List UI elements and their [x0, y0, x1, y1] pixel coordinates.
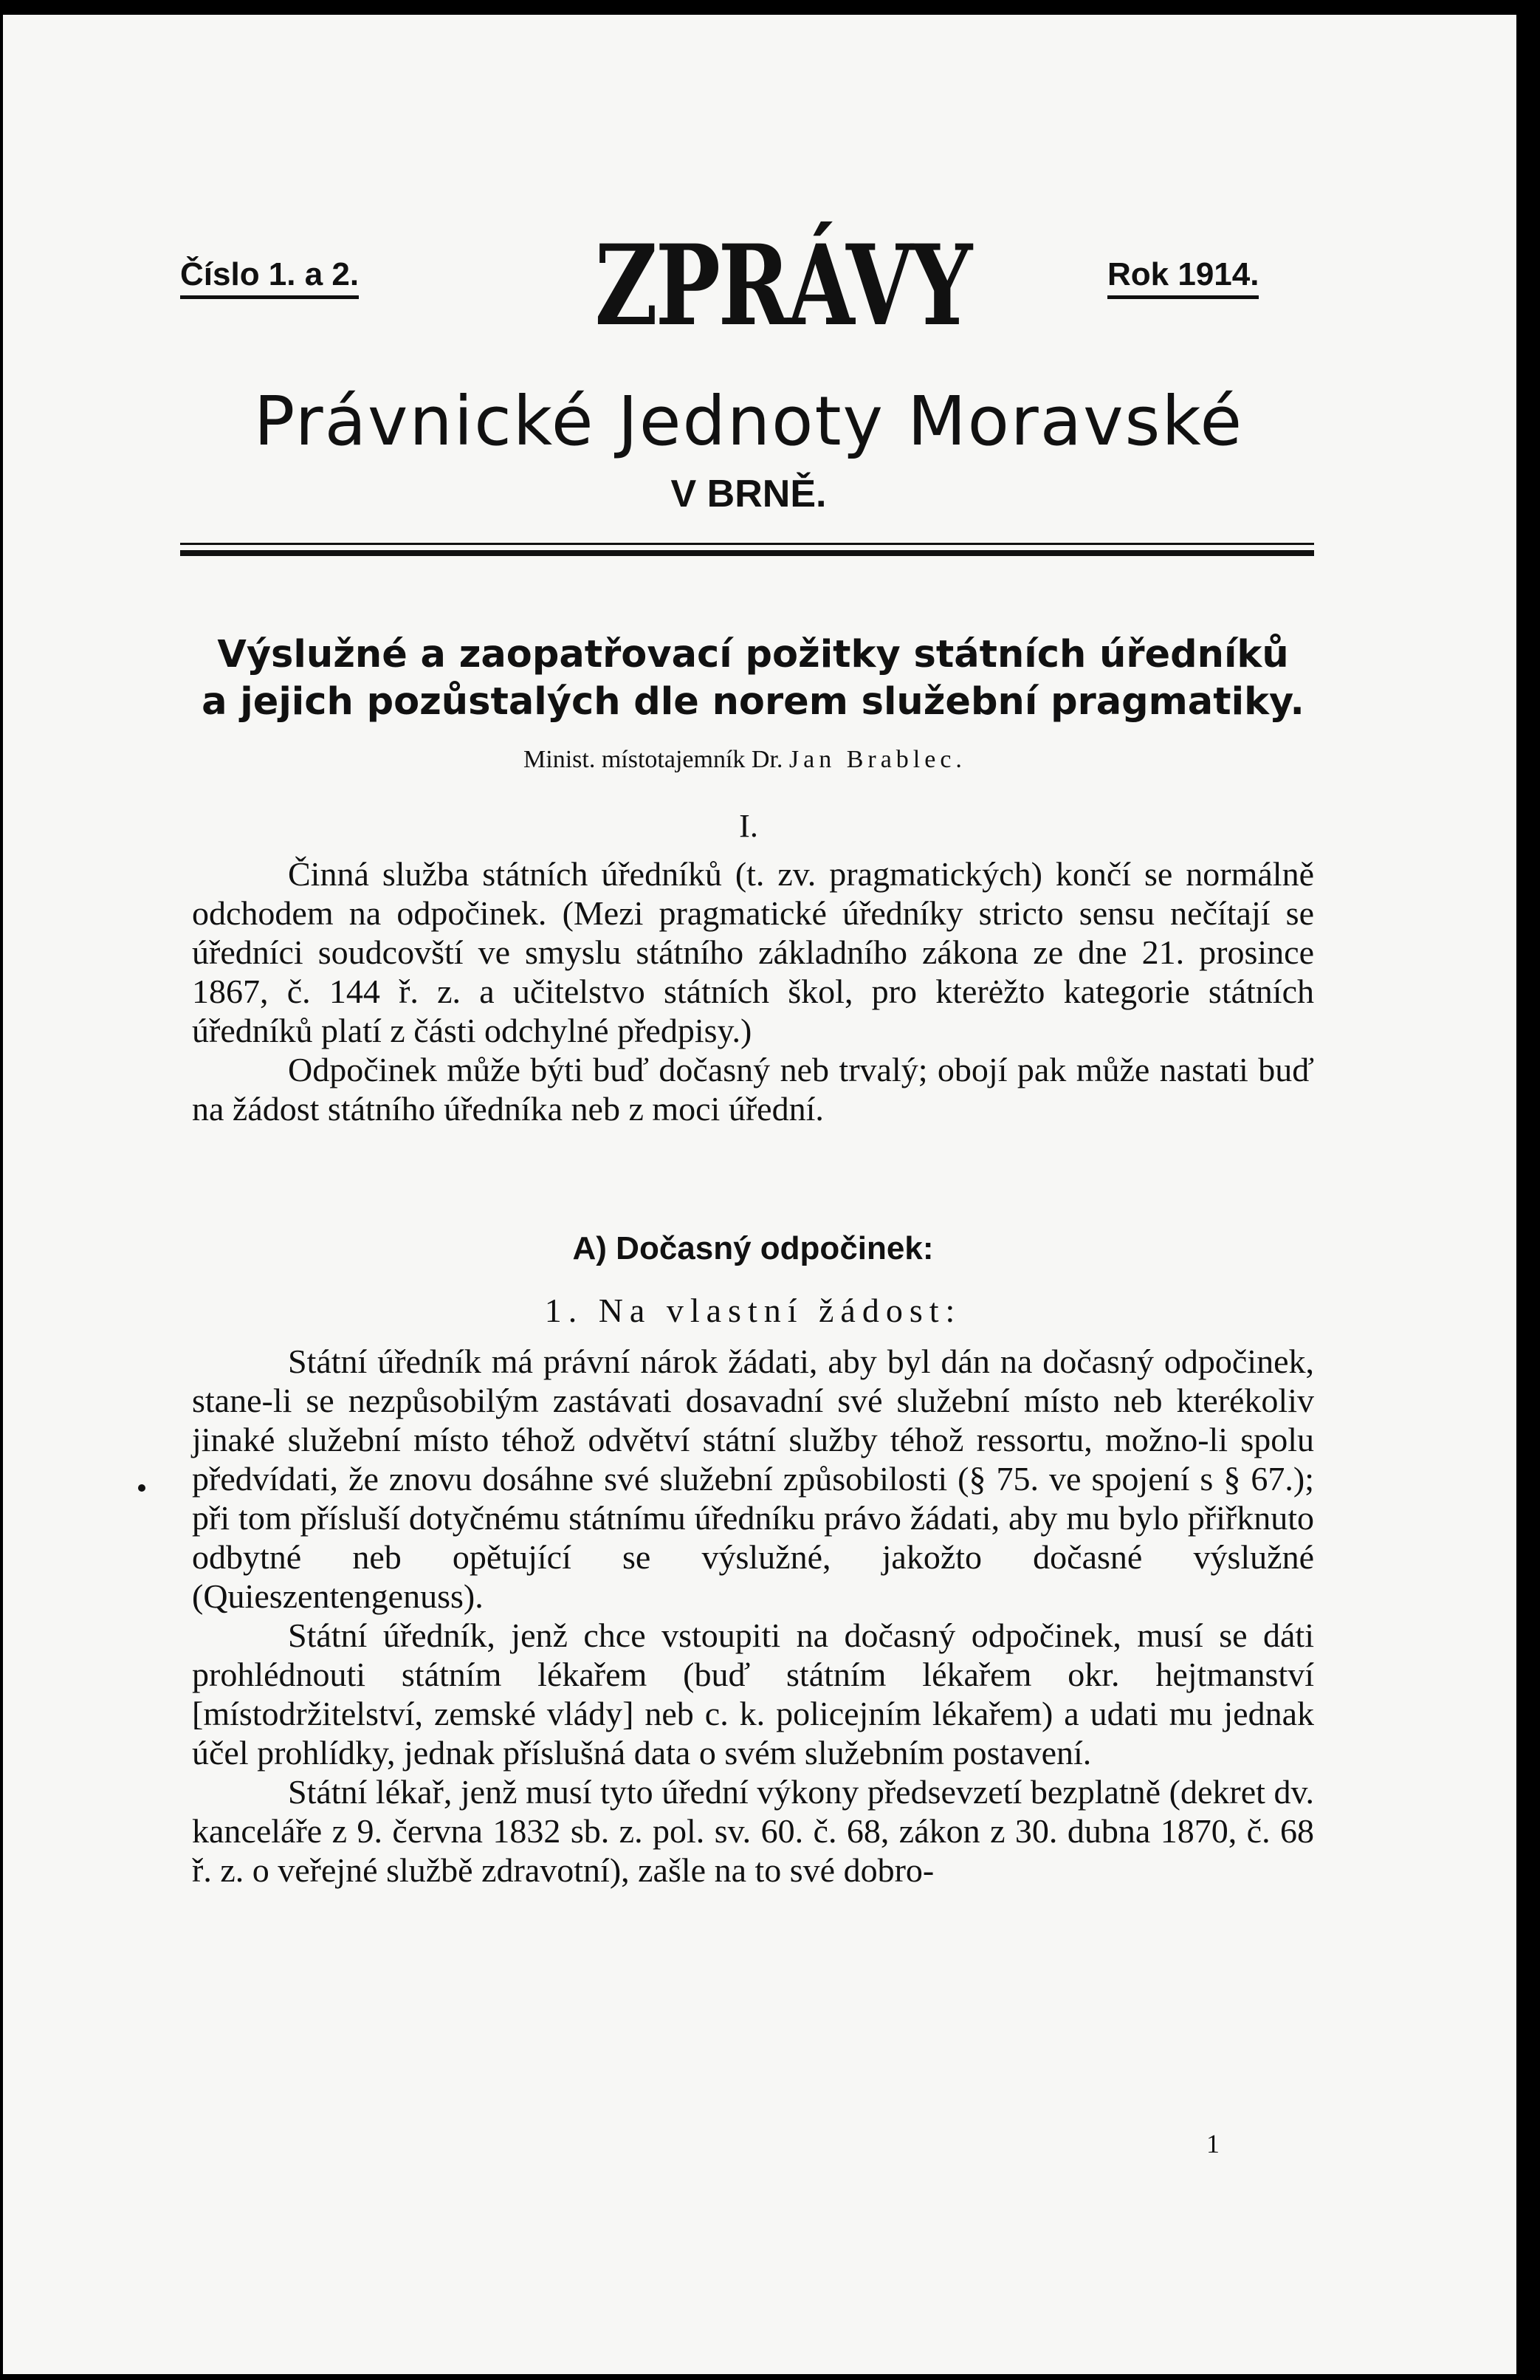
journal-title: ZPRÁVY	[594, 221, 971, 351]
issue-year: Rok 1914.	[1107, 257, 1259, 299]
subsection-heading-1: 1. Na vlastní žádost:	[544, 1292, 962, 1329]
article-title-line-2: a jejich pozůstalých dle norem služební pragmatiky.	[202, 680, 1304, 724]
section-number: I.	[739, 808, 758, 844]
subsection-heading-a: A) Dočasný odpočinek:	[572, 1230, 934, 1266]
paragraph: Státní lékař, jenž musí tyto úřední výkony předsevzetí bezplatně (dekret dv. kanceláře z 9. června 1832 sb. z. pol. sv. 60. č. 68, zákon z 30. dubna 1870, č. 68 ř. z. o veřejné službě zdravotní), zašle na to své dobro-	[192, 1773, 1314, 1889]
byline-prefix: Minist. místotajemník Dr.	[523, 746, 783, 773]
document-page	[3, 15, 1516, 2374]
header-rule-thick	[180, 550, 1314, 556]
page-number: 1	[1206, 2129, 1220, 2158]
journal-city: V BRNĚ.	[670, 473, 827, 515]
header-rule-thin	[180, 543, 1314, 545]
intro-text	[192, 854, 1314, 1128]
margin-mark	[138, 1484, 145, 1492]
article-title-line-1: Výslužné a zaopatřovací požitky státních úředníků	[217, 633, 1289, 676]
article-byline	[180, 746, 1310, 774]
paragraph: Odpočinek může býti buď dočasný neb trvalý; obojí pak může nastati buď na žádost státního úředníka neb z moci úřední.	[192, 1051, 1314, 1128]
journal-subtitle: Právnické Jednoty Moravské	[253, 382, 1244, 461]
article-title	[177, 631, 1329, 726]
paragraph: Státní úředník má právní nárok žádati, aby byl dán na dočasný odpočinek, stane-li se nezpůsobilým zastávati dosavadní své služební místo neb kterékoliv jinaké služební místo téhož odvětví státní služby téhož ressortu, možno-li spolu předvídati, že znovu dosáhne své služební způsobilosti (§ 75. ve spojení s § 67.); při tom přísluší dotyčnému státnímu úředníku právo žádati, aby mu bylo přiřknuto odbytné neb opětující se výslužné, jakožto dočasné výslužné (Quieszentengenuss).	[192, 1342, 1314, 1615]
paragraph: Činná služba státních úředníků (t. zv. pragmatických) končí se normálně odchodem na odpočinek. (Mezi pragmatické úředníky stricto sensu nečítají se úředníci soudcovští ve smyslu státního základního zákona ze dne 21. prosince 1867, č. 144 ř. z. a učitelstvo státních škol, pro kterėžto kategorie státních úředníků platí z části odchylné předpisy.)	[192, 855, 1314, 1049]
main-text	[192, 1342, 1314, 1890]
paragraph: Státní úředník, jenž chce vstoupiti na dočasný odpočinek, musí se dáti prohlédnouti státním lékařem (buď státním lékařem okr. hejtmanství [místodržitelství, zemské vlády] neb c. k. policejním lékařem) a udati mu jednak účel prohlídky, jednak příslušná data o svém služebním postavení.	[192, 1616, 1314, 1772]
byline-author: Jan Brablec.	[788, 746, 966, 773]
issue-number: Číslo 1. a 2.	[180, 257, 359, 299]
